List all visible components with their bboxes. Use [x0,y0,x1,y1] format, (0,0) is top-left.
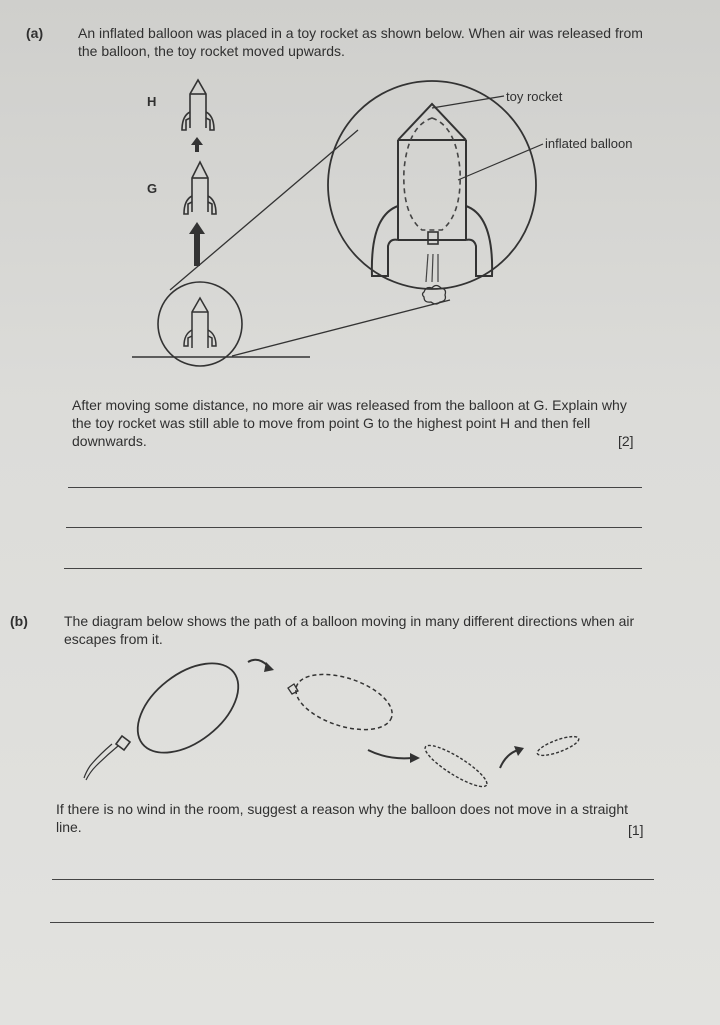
nozzle-icon [428,232,438,244]
magnified-circle [328,81,536,289]
small-arrow [191,137,203,152]
label-g: G [147,181,158,196]
answer-line-a2[interactable] [66,527,642,528]
balloon-1-icon [121,645,254,770]
balloon-3-icon [421,739,492,792]
part-b-label: (b) [10,613,28,629]
part-a-question: After moving some distance, no more air was released from the balloon at G. Explain why the toy rocket was still able to move from point G to the highest point H and then fell downwards. [72,397,627,449]
balloon-path-diagram [84,645,581,792]
part-a-intro: An inflated balloon was placed in a toy rocket as shown below. When air was released from the balloon, the toy rocket moved upwards. [78,25,643,59]
rocket-on-ground [184,298,216,348]
balloon-4-icon [535,733,580,759]
part-a-label: (a) [26,25,44,41]
exhaust-icon [426,254,438,282]
label-h: H [147,94,157,109]
magnified-rocket [372,104,492,276]
label-toy-rocket: toy rocket [506,89,563,104]
balloon-2-icon [289,664,399,741]
part-b-question: If there is no wind in the room, suggest a reason why the balloon does not move in a straight line. [56,801,628,835]
answer-line-b2[interactable] [50,922,654,923]
zoom-source-circle [158,282,242,366]
part-b-intro: The diagram below shows the path of a balloon moving in many different directions when air escapes from it. [64,613,635,647]
part-b-marks: [1] [628,822,644,838]
rocket-at-h [182,80,214,130]
zoom-line-bottom [232,300,450,356]
rocket-at-g [184,162,216,214]
part-a-marks: [2] [618,433,634,449]
answer-line-b1[interactable] [52,879,654,880]
thrust-arrow [189,222,205,266]
balloon-inside-icon [404,118,460,230]
answer-line-a1[interactable] [68,487,642,488]
callout-balloon [458,144,543,180]
label-inflated-balloon: inflated balloon [545,136,633,151]
answer-line-a3[interactable] [64,568,642,569]
